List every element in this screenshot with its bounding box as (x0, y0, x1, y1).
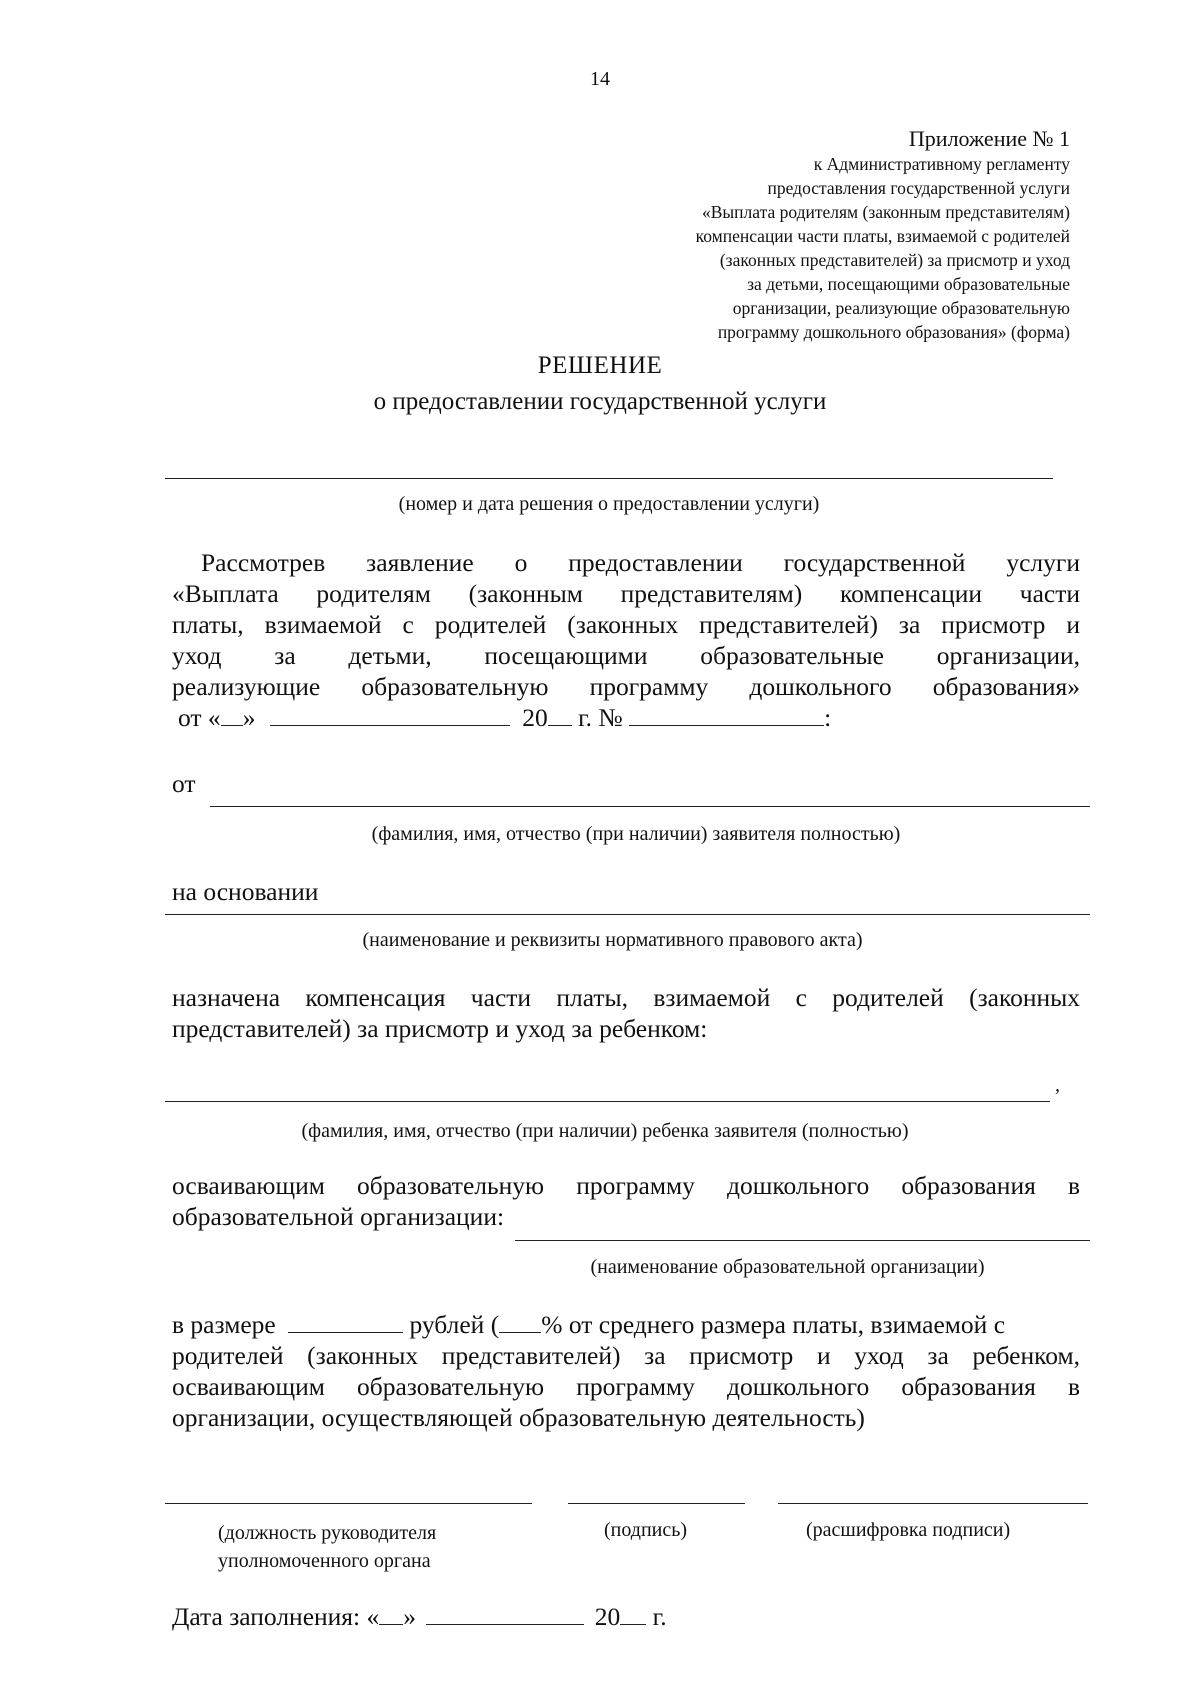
percent-label: % от среднего размера платы, взимаемой с (541, 1310, 1006, 1339)
appendix-text (510, 152, 1070, 344)
amount-first-line (172, 1309, 1080, 1340)
application-month-field[interactable] (270, 703, 510, 726)
signature-caption: (подпись) (604, 1519, 688, 1541)
legal-act-caption: (наименование и реквизиты нормативного правового акта) (362, 929, 863, 951)
position-caption-line: (должность руководителя (218, 1522, 437, 1544)
date-year-prefix: 20 (522, 703, 548, 732)
decision-number-field[interactable] (165, 478, 1053, 479)
appendix-line: к Административному регламенту (813, 154, 1070, 174)
amount-rubles-field[interactable] (288, 1310, 403, 1333)
appendix-line: предоставления государственной услуги (767, 178, 1070, 198)
intro-line: «Выплата родителям (законным представителям) компенсации части (172, 579, 1080, 608)
date-number-label: г. № (578, 703, 623, 732)
application-number-field[interactable] (629, 703, 824, 726)
intro-line: уход за детьми, посещающими образовательные организации, (172, 641, 1080, 670)
organization-caption: (наименование образовательной организации) (590, 1256, 985, 1278)
official-position-caption (218, 1519, 436, 1575)
appendix-line: организации, реализующие образовательную (732, 298, 1070, 318)
signature-field[interactable] (568, 1503, 745, 1504)
intro-line: реализующие образовательную программу дошкольного образования» (172, 672, 1080, 701)
appendix-line: компенсации части платы, взимаемой с родителей (695, 226, 1070, 246)
from-label: от (172, 769, 196, 798)
amount-percent-field[interactable] (499, 1310, 541, 1333)
intro-paragraph (172, 547, 1080, 733)
fill-date-quote-close: » (403, 1602, 416, 1631)
fill-year-prefix: 20 (594, 1602, 621, 1631)
date-quote-close: » (242, 703, 256, 732)
intro-line: Рассмотрев заявление о предоставлении государственной услуги (201, 548, 1080, 577)
date-from-label: от « (178, 703, 221, 732)
amount-label: в размере (172, 1310, 276, 1339)
appendix-line: программу дошкольного образования» (форма) (717, 322, 1070, 342)
application-year-field[interactable] (548, 703, 572, 726)
document-subtitle: о предоставлении государственной услуги (373, 388, 827, 415)
rubles-label: рублей ( (409, 1310, 500, 1339)
fill-month-field[interactable] (426, 1602, 584, 1625)
signature-decode-field[interactable] (778, 1503, 1088, 1504)
official-position-field[interactable] (165, 1503, 532, 1504)
fill-date-line (172, 1601, 667, 1632)
applicant-caption: (фамилия, имя, отчество (при наличии) заявителя полностью) (371, 823, 901, 845)
signature-decode-caption: (расшифровка подписи) (806, 1519, 1011, 1541)
amount-line: организации, осуществляющей образовательную деятельность) (172, 1403, 865, 1432)
amount-line: родителей (законных представителей) за присмотр и уход за ребенком, (172, 1341, 1080, 1370)
application-day-field[interactable] (221, 703, 243, 726)
position-caption-line: уполномоченного органа (218, 1550, 431, 1572)
amount-paragraph (172, 1309, 1080, 1433)
document-title: РЕШЕНИЕ (537, 352, 663, 379)
fill-date-label: Дата заполнения: « (172, 1602, 380, 1631)
applicant-name-field[interactable] (210, 806, 1090, 807)
decision-number-caption: (номер и дата решения о предоставлении услуги) (398, 493, 820, 515)
intro-line: платы, взимаемой с родителей (законных представителей) за присмотр и (172, 610, 1080, 639)
amount-line: осваивающим образовательную программу дошкольного образования в (172, 1372, 1080, 1401)
basis-label: на основании (172, 877, 319, 906)
fill-day-field[interactable] (379, 1602, 403, 1625)
child-caption: (фамилия, имя, отчество (при наличии) ребенка заявителя (полностью) (301, 1120, 909, 1142)
date-line-colon: : (824, 703, 832, 732)
mastering-paragraph (172, 1170, 1080, 1232)
appendix-line: (законных представителей) за присмотр и уход (719, 250, 1070, 270)
fill-year-suffix: г. (652, 1602, 667, 1631)
fill-year-field[interactable] (620, 1602, 646, 1625)
appendix-title: Приложение № 1 (908, 126, 1070, 151)
child-name-field[interactable] (165, 1101, 1050, 1102)
mastering-line: образовательной организации: (172, 1202, 505, 1231)
assigned-line: назначена компенсация части платы, взимаемой с родителей (законных (172, 983, 1080, 1012)
appendix-line: «Выплата родителям (законным представителям) (702, 202, 1070, 222)
organization-name-field[interactable] (515, 1240, 1090, 1241)
assigned-paragraph (172, 982, 1080, 1044)
legal-act-field[interactable] (165, 914, 1090, 915)
application-date-line (172, 702, 1080, 733)
appendix-line: за детьми, посещающими образовательные (747, 274, 1070, 294)
page-number: 14 (590, 68, 610, 90)
mastering-line: осваивающим образовательную программу дошкольного образования в (172, 1171, 1080, 1200)
child-field-comma: , (1055, 1074, 1060, 1096)
assigned-line: представителей) за присмотр и уход за ребенком: (172, 1014, 708, 1043)
